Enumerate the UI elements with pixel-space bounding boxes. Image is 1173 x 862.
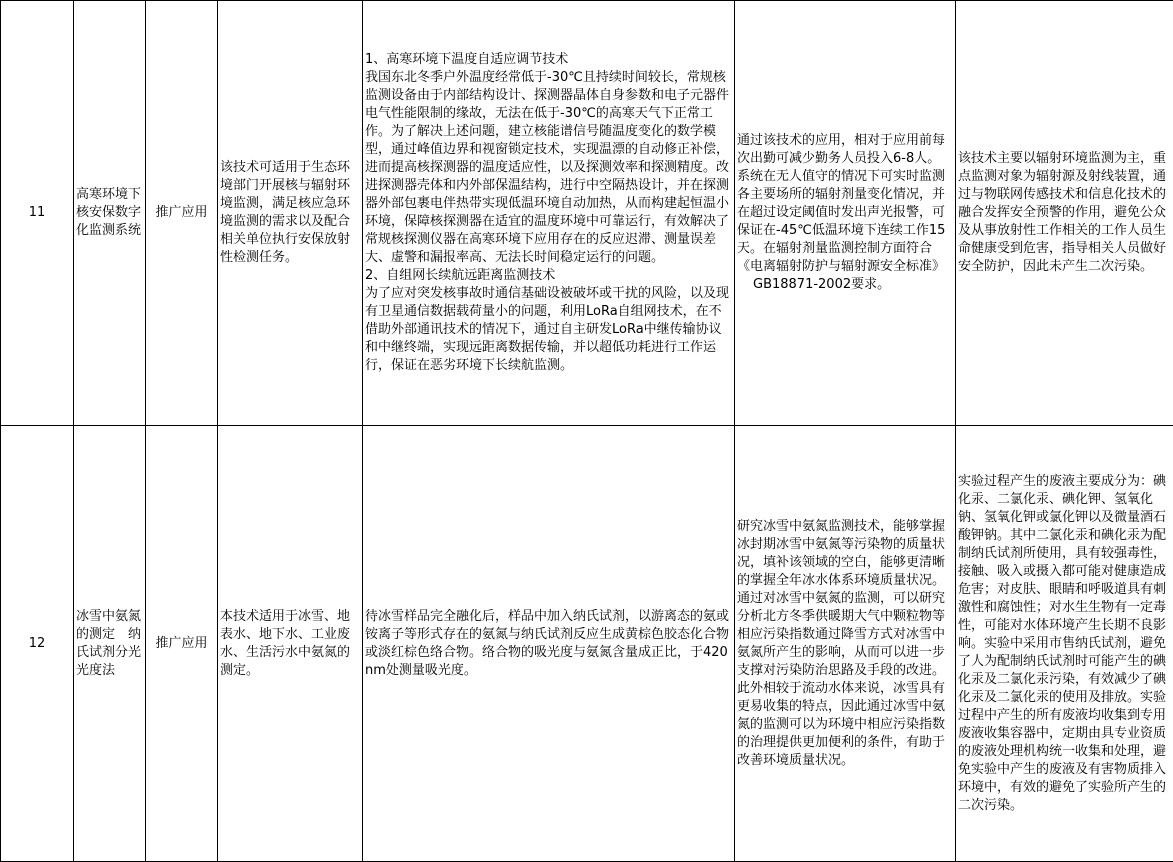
benefit-text: 通过该技术的应用，相对于应用前每次出勤可减少勤务人员投入6-8人。系统在无人值守的情况下可实时监测各主要场所的辐射剂量变化情况，并在超过设定阈值时发出声光报警，可保证在-45℃低温环境下连续工作15天。在辐射剂量监测控制方面符合《电离辐射防护与辐射源安全标准》	[737, 132, 953, 276]
row-number-cell[interactable]: 12	[1, 426, 74, 862]
scope-cell[interactable]: 该技术可适用于生态环境部门开展核与辐射环境监测，满足核应急环境监测的需求以及配合相关单位执行安保放射性检测任务。	[218, 1, 363, 426]
table-row	[1, 426, 1173, 862]
technology-content-cell[interactable]	[363, 1, 735, 426]
row-number-cell[interactable]: 11	[1, 1, 74, 426]
benefit-standard: GB18871-2002要求。	[737, 276, 953, 294]
tech-paragraph-2: 为了应对突发核事故时通信基础设被破坏或干扰的风险，以及现有卫星通信数据载荷量小的问题，利用LoRa自组网技术，在不借助外部通讯技术的情况下，通过自主研发LoRa中继传输协议和中继终端，实现远距离数据传输，并以超低功耗进行工作运行，保证在恶劣环境下长续航监测。	[365, 285, 732, 375]
technology-content-cell[interactable]: 待冰雪样品完全融化后，样品中加入纳氏试剂，以游离态的氨或铵离子等形式存在的氨氮与纳氏试剂反应生成黄棕色胶态化合物或淡红棕色络合物。络合物的吸光度与氨氮含量成正比，于420nm处测量吸光度。	[363, 426, 735, 862]
technology-name-cell[interactable]: 冰雪中氨氮的测定 纳氏试剂分光光度法	[74, 426, 146, 862]
technology-name-cell[interactable]: 高寒环境下核安保数字化监测系统	[74, 1, 146, 426]
category-cell[interactable]: 推广应用	[146, 426, 218, 862]
category-cell[interactable]: 推广应用	[146, 1, 218, 426]
environment-impact-cell[interactable]: 该技术主要以辐射环境监测为主，重点监测对象为辐射源及射线装置，通过与物联网传感技术和信息化技术的融合发挥安全预警的作用，避免公众及从事放射性工作相关的工作人员生命健康受到危害，指导相关人员做好安全防护，因此未产生二次污染。	[956, 1, 1173, 426]
tech-paragraph-1: 我国东北冬季户外温度经常低于-30℃且持续时间较长，常规核监测设备由于内部结构设计、探测器晶体自身参数和电子元器件电气性能限制的缘故，无法在低于-30℃的高寒天气下正常工作。为了解决上述问题，建立核能谱信号随温度变化的数学模型，通过峰值边界和视窗锁定技术，实现温漂的自动修正补偿，进而提高核探测器的温度适应性，以及探测效率和探测精度。改进探测器壳体和内外部保温结构，进行中空隔热设计，并在探测器外部包裹电伴热带实现低温环境自动加热，从而构建起恒温小环境，保障核探测器在适宜的温度环境中可靠运行，有效解决了常规核探测仪器在高寒环境下应用存在的反应迟滞、测量误差大、虚警和漏报率高、无法长时间稳定运行的问题。	[365, 69, 732, 267]
environment-impact-cell[interactable]: 实验过程产生的废液主要成分为：碘化汞、二氯化汞、碘化钾、氢氧化钠、氢氧化钾或氯化钾以及微量酒石酸钾钠。其中二氯化汞和碘化汞为配制纳氏试剂所使用，具有较强毒性，接触、吸入或摄入都可能对健康造成危害；对皮肤、眼睛和呼吸道具有刺激性和腐蚀性；对水生生物有一定毒性，可能对水体环境产生长期不良影响。实验中采用市售纳氏试剂，避免了人为配制纳氏试剂时可能产生的碘化汞及二氯化汞污染，有效减少了碘化汞及二氯化汞的使用及排放。实验过程中产生的所有废液均收集到专用废液收集容器中，定期由具专业资质的废液处理机构统一收集和处理，避免实验中产生的废液及有害物质排入环境中，有效的避免了实验所产生的二次污染。	[956, 426, 1173, 862]
tech-heading-2: 2、自组网长续航远距离监测技术	[365, 267, 732, 285]
tech-heading-1: 1、高寒环境下温度自适应调节技术	[365, 51, 732, 69]
scope-cell[interactable]: 本技术适用于冰雪、地表水、地下水、工业废水、生活污水中氨氮的测定。	[218, 426, 363, 862]
benefit-cell[interactable]	[735, 1, 956, 426]
benefit-cell[interactable]: 研究冰雪中氨氮监测技术，能够掌握冰封期冰雪中氨氮等污染物的质量状况，填补该领域的空白，能够更清晰的掌握全年冰水体系环境质量状况。通过对冰雪中氨氮的监测，可以研究分析北方冬季供暖期大气中颗粒物等相应污染指数通过降雪方式对冰雪中氨氮所产生的影响，从而可以进一步支撑对污染防治思路及手段的改进。此外相较于流动水体来说，冰雪具有更易收集的特点，因此通过冰雪中氨氮的监测可以为环境中相应污染指数的治理提供更加便利的条件，有助于改善环境质量状况。	[735, 426, 956, 862]
table-row	[1, 1, 1173, 426]
